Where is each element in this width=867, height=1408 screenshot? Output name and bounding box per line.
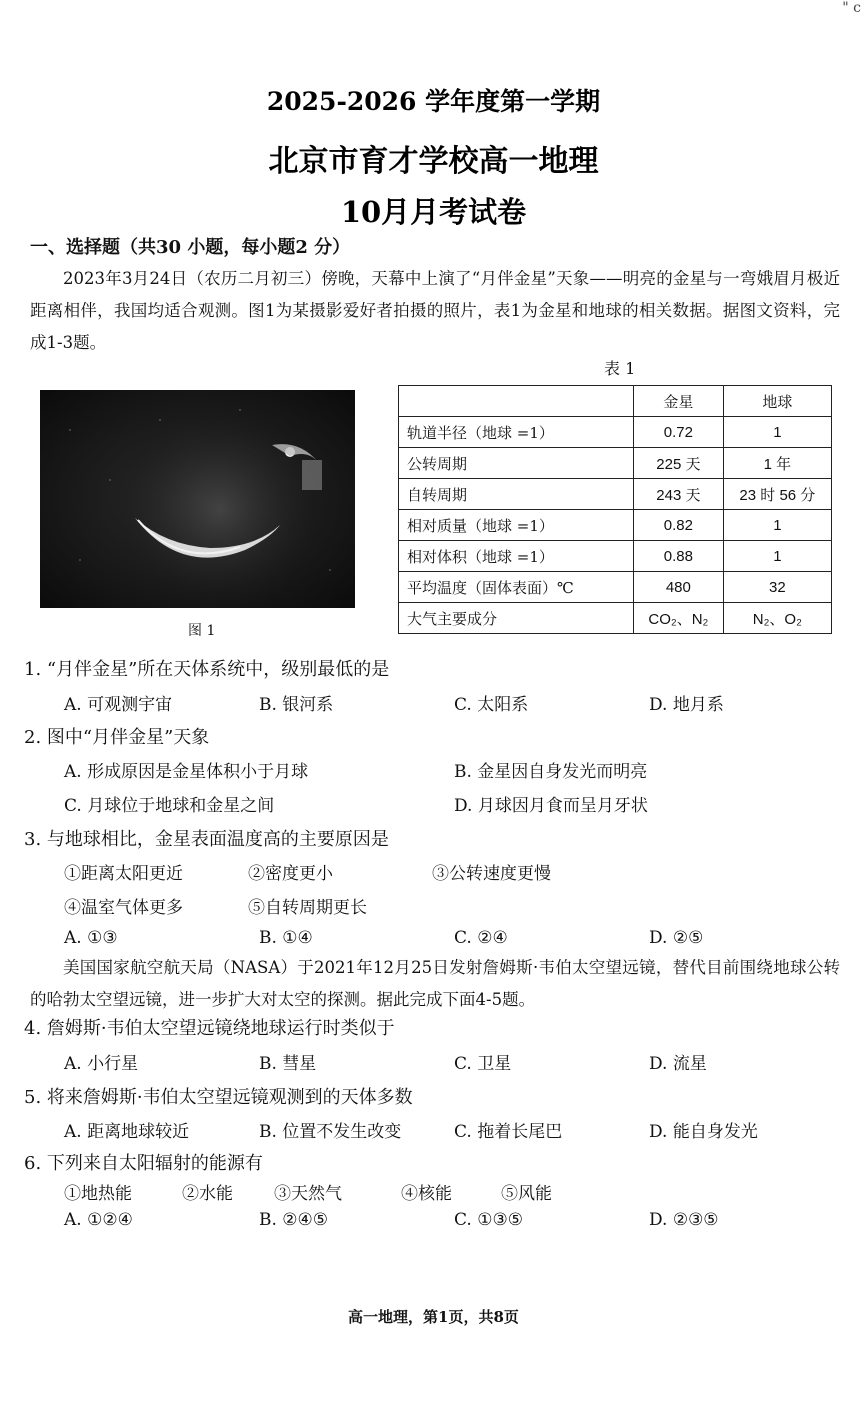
header-exam-name: 10月月考试卷 <box>340 195 527 229</box>
option-c: C. ①③⑤ <box>454 1210 523 1230</box>
statement-2: ②水能 <box>182 1184 233 1204</box>
page-footer: 高一地理，第1页，共8页 <box>348 1308 519 1326</box>
header-school-subject: 北京市育才学校高一地理 <box>268 144 599 179</box>
option-d: D. 能自身发光 <box>649 1122 758 1142</box>
table-cell: 相对质量（地球 =1） <box>399 510 634 541</box>
statement-1: ①地热能 <box>64 1184 132 1204</box>
question-3-statements-row-1 <box>64 859 844 884</box>
table-cell: 相对体积（地球 =1） <box>399 541 634 572</box>
option-a: A. ①②④ <box>64 1210 133 1230</box>
table-cell: 0.72 <box>634 417 724 448</box>
option-c: C. ②④ <box>454 928 508 948</box>
table-row <box>399 603 832 634</box>
table-cell: 23 时 56 分 <box>723 479 831 510</box>
table-cell: 480 <box>634 572 724 603</box>
header-term: 2025-2026 学年度第一学期 <box>266 87 601 116</box>
statement-5: ⑤自转周期更长 <box>248 898 367 918</box>
question-6-statements <box>64 1179 844 1204</box>
question-5: 5. 将来詹姆斯·韦伯太空望远镜观测到的天体多数 <box>24 1087 413 1108</box>
option-a: A. 形成原因是金星体积小于月球 <box>64 762 309 782</box>
table-header-cell <box>399 386 634 417</box>
table-cell: N₂、O₂ <box>723 603 831 634</box>
question-6-options <box>64 1210 844 1230</box>
crescent-moon-image <box>40 390 355 608</box>
option-d: D. 流星 <box>649 1054 707 1074</box>
table-header-cell: 金星 <box>634 386 724 417</box>
statement-3: ③天然气 <box>274 1184 342 1204</box>
question-3-options <box>64 928 844 948</box>
table-row <box>399 510 832 541</box>
question-2-options-row-1 <box>64 757 844 782</box>
table-header-row <box>399 386 832 417</box>
table-row <box>399 572 832 603</box>
question-1-options <box>64 690 844 715</box>
option-b: B. 金星因自身发光而明亮 <box>454 762 648 782</box>
question-4: 4. 詹姆斯·韦伯太空望远镜绕地球运行时类似于 <box>24 1018 395 1039</box>
venus-earth-table <box>398 385 832 634</box>
table-cell: 0.88 <box>634 541 724 572</box>
option-c: C. 月球位于地球和金星之间 <box>64 796 275 816</box>
question-4-options <box>64 1049 844 1074</box>
option-c: C. 卫星 <box>454 1054 512 1074</box>
option-b: B. 彗星 <box>259 1054 317 1074</box>
statement-4: ④温室气体更多 <box>64 898 183 918</box>
table-cell: CO₂、N₂ <box>634 603 724 634</box>
option-c: C. 太阳系 <box>454 695 529 715</box>
table-cell: 32 <box>723 572 831 603</box>
table-cell: 1 年 <box>723 448 831 479</box>
option-d: D. ②⑤ <box>649 928 704 948</box>
question-2-options-row-2 <box>64 791 844 816</box>
statement-1: ①距离太阳更近 <box>64 864 183 884</box>
table-cell: 平均温度（固体表面）℃ <box>399 572 634 603</box>
table-cell: 大气主要成分 <box>399 603 634 634</box>
table-cell: 243 天 <box>634 479 724 510</box>
table-cell: 1 <box>723 541 831 572</box>
statement-2: ②密度更小 <box>248 864 333 884</box>
figure-caption: 图 1 <box>188 623 216 639</box>
option-d: D. ②③⑤ <box>649 1210 719 1230</box>
question-6: 6. 下列来自太阳辐射的能源有 <box>24 1153 263 1174</box>
question-1: 1. “月伴金星”所在天体系统中，级别最低的是 <box>24 659 390 680</box>
option-a: A. 小行星 <box>64 1054 139 1074</box>
option-b: B. ②④⑤ <box>259 1210 329 1230</box>
table-cell: 公转周期 <box>399 448 634 479</box>
statement-3: ③公转速度更慢 <box>432 864 551 884</box>
table-row <box>399 448 832 479</box>
intro-passage-1: 2023年3月24日（农历二月初三）傍晚，天幕中上演了“月伴金星”天象——明亮的金星与一弯娥眉月极近距离相伴，我国均适合观测。图1为某摄影爱好者拍摄的照片，表1为金星和地球的相关数据。据图文资料，完成1-3题。 <box>30 269 840 352</box>
option-d: D. 地月系 <box>649 695 724 715</box>
table-header-cell: 地球 <box>723 386 831 417</box>
option-b: B. ①④ <box>259 928 313 948</box>
option-a: A. 可观测宇宙 <box>64 695 173 715</box>
question-3: 3. 与地球相比，金星表面温度高的主要原因是 <box>24 829 389 850</box>
table-cell: 0.82 <box>634 510 724 541</box>
table-row <box>399 541 832 572</box>
moon-venus-photo <box>40 390 355 608</box>
table-row <box>399 479 832 510</box>
corner-mark: " c <box>842 0 861 16</box>
table-cell: 1 <box>723 417 831 448</box>
table-cell: 轨道半径（地球 =1） <box>399 417 634 448</box>
statement-5: ⑤风能 <box>501 1184 552 1204</box>
option-c: C. 拖着长尾巴 <box>454 1122 563 1142</box>
option-a: A. 距离地球较近 <box>64 1122 190 1142</box>
question-2: 2. 图中“月伴金星”天象 <box>24 727 210 748</box>
intro-passage-2: 美国国家航空航天局（NASA）于2021年12月25日发射詹姆斯·韦伯太空望远镜，替代目前围绕地球公转的哈勃太空望远镜，进一步扩大对太空的探测。据此完成下面4-5题。 <box>30 958 840 1009</box>
option-b: B. 银河系 <box>259 695 334 715</box>
question-3-statements-row-2 <box>64 893 844 918</box>
option-d: D. 月球因月食而呈月牙状 <box>454 796 648 816</box>
table-cell: 自转周期 <box>399 479 634 510</box>
option-a: A. ①③ <box>64 928 118 948</box>
question-5-options <box>64 1117 844 1142</box>
table-title: 表 1 <box>604 359 636 378</box>
table-cell: 1 <box>723 510 831 541</box>
section-heading: 一、选择题（共30 小题，每小题2 分） <box>30 237 351 258</box>
option-b: B. 位置不发生改变 <box>259 1122 402 1142</box>
table-row <box>399 417 832 448</box>
statement-4: ④核能 <box>401 1184 452 1204</box>
table-cell: 225 天 <box>634 448 724 479</box>
